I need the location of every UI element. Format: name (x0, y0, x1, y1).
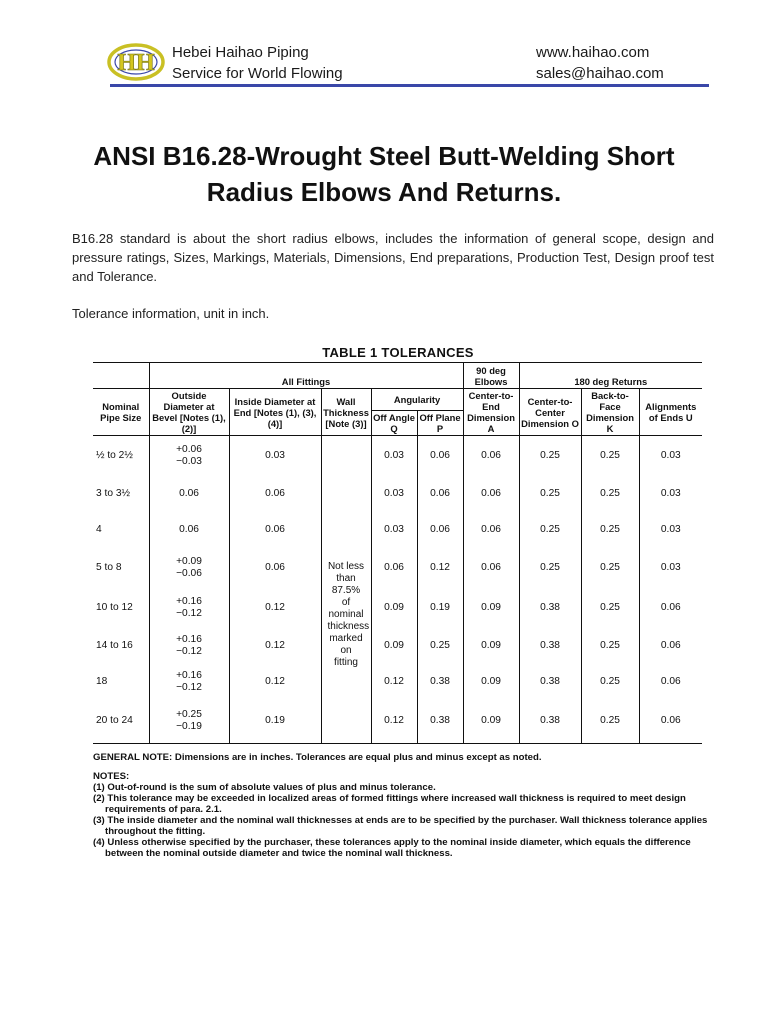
cell-center-to-center: 0.38 (519, 588, 581, 628)
header-180-returns: 180 deg Returns (519, 363, 702, 389)
page-header (106, 40, 710, 88)
header-wall-thickness: Wall Thickness [Note (3)] (321, 389, 371, 436)
page-title: ANSI B16.28-Wrought Steel Butt-Welding Short Radius Elbows And Returns. (93, 141, 675, 207)
cell-wall-thickness (321, 436, 371, 744)
cell-alignment: 0.06 (639, 664, 702, 700)
tolerance-intro: Tolerance information, unit in inch. (72, 306, 270, 321)
tolerance-table-figure (93, 344, 708, 859)
cell-outside-diameter (149, 512, 229, 548)
table-caption: TABLE 1 TOLERANCES (322, 345, 474, 360)
cell-back-to-face: 0.25 (581, 700, 639, 744)
cell-nominal-size: 5 to 8 (96, 561, 122, 573)
cell-off-plane: 0.19 (417, 588, 463, 628)
cell-inside-diameter: 0.06 (229, 548, 321, 588)
cell-alignment: 0.06 (639, 700, 702, 744)
cell-inside-diameter: 0.06 (229, 512, 321, 548)
company-slogan: Service for World Flowing (172, 65, 343, 82)
cell-off-angle: 0.12 (371, 700, 417, 744)
header-nominal-size: Nominal Pipe Size (100, 401, 142, 423)
table-row (93, 548, 702, 588)
cell-center-to-end: 0.06 (463, 512, 519, 548)
svg-text:HH: HH (117, 50, 155, 76)
table-row (93, 476, 702, 512)
cell-off-plane: 0.06 (417, 476, 463, 512)
od-tolerance-plus: +0.09 (176, 555, 202, 567)
cell-off-plane: 0.12 (417, 548, 463, 588)
cell-center-to-center: 0.38 (519, 628, 581, 664)
cell-center-to-end: 0.09 (463, 700, 519, 744)
cell-outside-diameter (149, 664, 229, 700)
cell-outside-diameter (149, 700, 229, 744)
od-tolerance-minus: −0.12 (176, 681, 202, 693)
cell-nominal-size: 4 (96, 523, 102, 535)
table-row (93, 700, 702, 744)
cell-center-to-center: 0.38 (519, 700, 581, 744)
company-name: Hebei Haihao Piping (172, 44, 309, 61)
cell-back-to-face: 0.25 (581, 664, 639, 700)
cell-outside-diameter (149, 588, 229, 628)
general-note: GENERAL NOTE: Dimensions are in inches. Tolerances are equal plus and minus except as noted. (93, 752, 542, 763)
cell-inside-diameter: 0.03 (229, 436, 321, 476)
cell-alignment: 0.03 (639, 476, 702, 512)
od-tolerance-minus: −0.06 (176, 567, 202, 579)
cell-alignment: 0.03 (639, 512, 702, 548)
table-row (93, 512, 702, 548)
cell-center-to-end: 0.09 (463, 628, 519, 664)
cell-outside-diameter (149, 436, 229, 476)
od-tolerance-plus: +0.16 (176, 669, 202, 681)
cell-off-plane: 0.06 (417, 512, 463, 548)
table-row (93, 628, 702, 664)
cell-off-angle: 0.03 (371, 476, 417, 512)
header-center-to-center: Center-to-Center Dimension O (519, 389, 581, 436)
cell-off-angle: 0.06 (371, 548, 417, 588)
header-blank (93, 363, 149, 389)
header-off-angle: Off Angle Q (371, 411, 417, 436)
cell-center-to-center: 0.25 (519, 512, 581, 548)
cell-back-to-face: 0.25 (581, 476, 639, 512)
cell-center-to-end: 0.09 (463, 588, 519, 628)
cell-center-to-end: 0.06 (463, 548, 519, 588)
od-tolerance-minus: −0.19 (176, 721, 202, 733)
header-off-plane: Off Plane P (417, 411, 463, 436)
cell-off-plane: 0.38 (417, 664, 463, 700)
cell-outside-diameter (149, 628, 229, 664)
od-tolerance-plus: +0.16 (176, 595, 202, 607)
website-link[interactable]: www.haihao.com (536, 44, 650, 61)
cell-inside-diameter: 0.12 (229, 664, 321, 700)
note-1: (1) Out-of-round is the sum of absolute values of plus and minus tolerance. (93, 782, 436, 793)
od-tolerance-plus: +0.16 (176, 633, 202, 645)
cell-nominal-size: 14 to 16 (96, 639, 133, 651)
od-tolerance-plus: 0.06 (179, 487, 199, 499)
cell-off-angle: 0.09 (371, 588, 417, 628)
cell-back-to-face: 0.25 (581, 436, 639, 476)
intro-paragraph: B16.28 standard is about the short radius elbows, includes the information of general scope, design and pressure ratings, Sizes, Markings, Materials, Dimensions, End preparations, Production Test, Design proof test and Tolerance. (72, 231, 714, 284)
cell-nominal-size: 10 to 12 (96, 601, 133, 613)
cell-nominal-size: 18 (96, 675, 108, 687)
cell-inside-diameter: 0.12 (229, 588, 321, 628)
table-row (93, 436, 702, 476)
header-all-fittings: All Fittings (149, 363, 463, 389)
header-inside-diameter: Inside Diameter at End [Notes (1), (3), (4)] (229, 389, 321, 436)
cell-outside-diameter (149, 548, 229, 588)
cell-center-to-end: 0.06 (463, 436, 519, 476)
table-row (93, 588, 702, 628)
cell-off-angle: 0.12 (371, 664, 417, 700)
cell-nominal-size: ½ to 2½ (96, 449, 133, 461)
cell-off-plane: 0.38 (417, 700, 463, 744)
notes-heading: NOTES: (93, 771, 130, 782)
cell-center-to-end: 0.06 (463, 476, 519, 512)
cell-nominal-size: 20 to 24 (96, 715, 133, 727)
cell-center-to-end: 0.09 (463, 664, 519, 700)
cell-back-to-face: 0.25 (581, 512, 639, 548)
cell-inside-diameter: 0.06 (229, 476, 321, 512)
note-2: (2) This tolerance may be exceeded in localized areas of formed fittings where increased wall thickness is required to meet design requirements of para. 2.1. (93, 793, 686, 815)
cell-off-angle: 0.03 (371, 512, 417, 548)
cell-back-to-face: 0.25 (581, 588, 639, 628)
cell-center-to-center: 0.25 (519, 548, 581, 588)
contact-block (536, 42, 664, 84)
cell-alignment: 0.03 (639, 436, 702, 476)
company-block (172, 42, 343, 84)
od-tolerance-plus: +0.06 (176, 443, 202, 455)
table-notes (93, 752, 708, 859)
cell-outside-diameter (149, 476, 229, 512)
note-3: (3) The inside diameter and the nominal wall thicknesses at ends are to be specified by the purchaser. Wall thickness tolerance applies throughout the fitting. (93, 815, 708, 837)
cell-alignment: 0.06 (639, 588, 702, 628)
cell-center-to-center: 0.25 (519, 476, 581, 512)
cell-inside-diameter: 0.12 (229, 628, 321, 664)
cell-alignment: 0.06 (639, 628, 702, 664)
header-alignments: Alignments of Ends U (639, 389, 702, 436)
tolerance-table (93, 362, 702, 744)
note-4: (4) Unless otherwise specified by the purchaser, these tolerances apply to the nominal inside diameter, which equals the difference between the nominal outside diameter and twice the nominal wall thickness. (93, 837, 691, 859)
od-tolerance-minus: −0.12 (176, 645, 202, 657)
table-row (93, 664, 702, 700)
cell-off-plane: 0.25 (417, 628, 463, 664)
header-90-elbows: 90 deg Elbows (463, 363, 519, 389)
od-tolerance-plus: +0.25 (176, 709, 202, 721)
email-link[interactable]: sales@haihao.com (536, 65, 664, 82)
cell-back-to-face: 0.25 (581, 628, 639, 664)
cell-center-to-center: 0.38 (519, 664, 581, 700)
cell-center-to-center: 0.25 (519, 436, 581, 476)
cell-alignment: 0.03 (639, 548, 702, 588)
cell-nominal-size: 3 to 3½ (96, 487, 130, 499)
haihao-logo (106, 42, 166, 82)
header-outside-diameter: Outside Diameter at Bevel [Notes (1), (2)] (149, 389, 229, 436)
od-tolerance-minus: −0.03 (176, 455, 202, 467)
header-angularity: Angularity (371, 389, 463, 411)
cell-off-angle: 0.09 (371, 628, 417, 664)
od-tolerance-plus: 0.06 (179, 523, 199, 535)
cell-inside-diameter: 0.19 (229, 700, 321, 744)
wall-thickness-note: Not less than 87.5% of nominal thickness marked on fitting (327, 560, 370, 668)
od-tolerance-minus: −0.12 (176, 607, 202, 619)
header-center-to-end: Center-to-End Dimension A (463, 389, 519, 436)
header-divider (110, 84, 709, 87)
header-back-to-face: Back-to-Face Dimension K (581, 389, 639, 436)
cell-back-to-face: 0.25 (581, 548, 639, 588)
cell-off-plane: 0.06 (417, 436, 463, 476)
cell-off-angle: 0.03 (371, 436, 417, 476)
